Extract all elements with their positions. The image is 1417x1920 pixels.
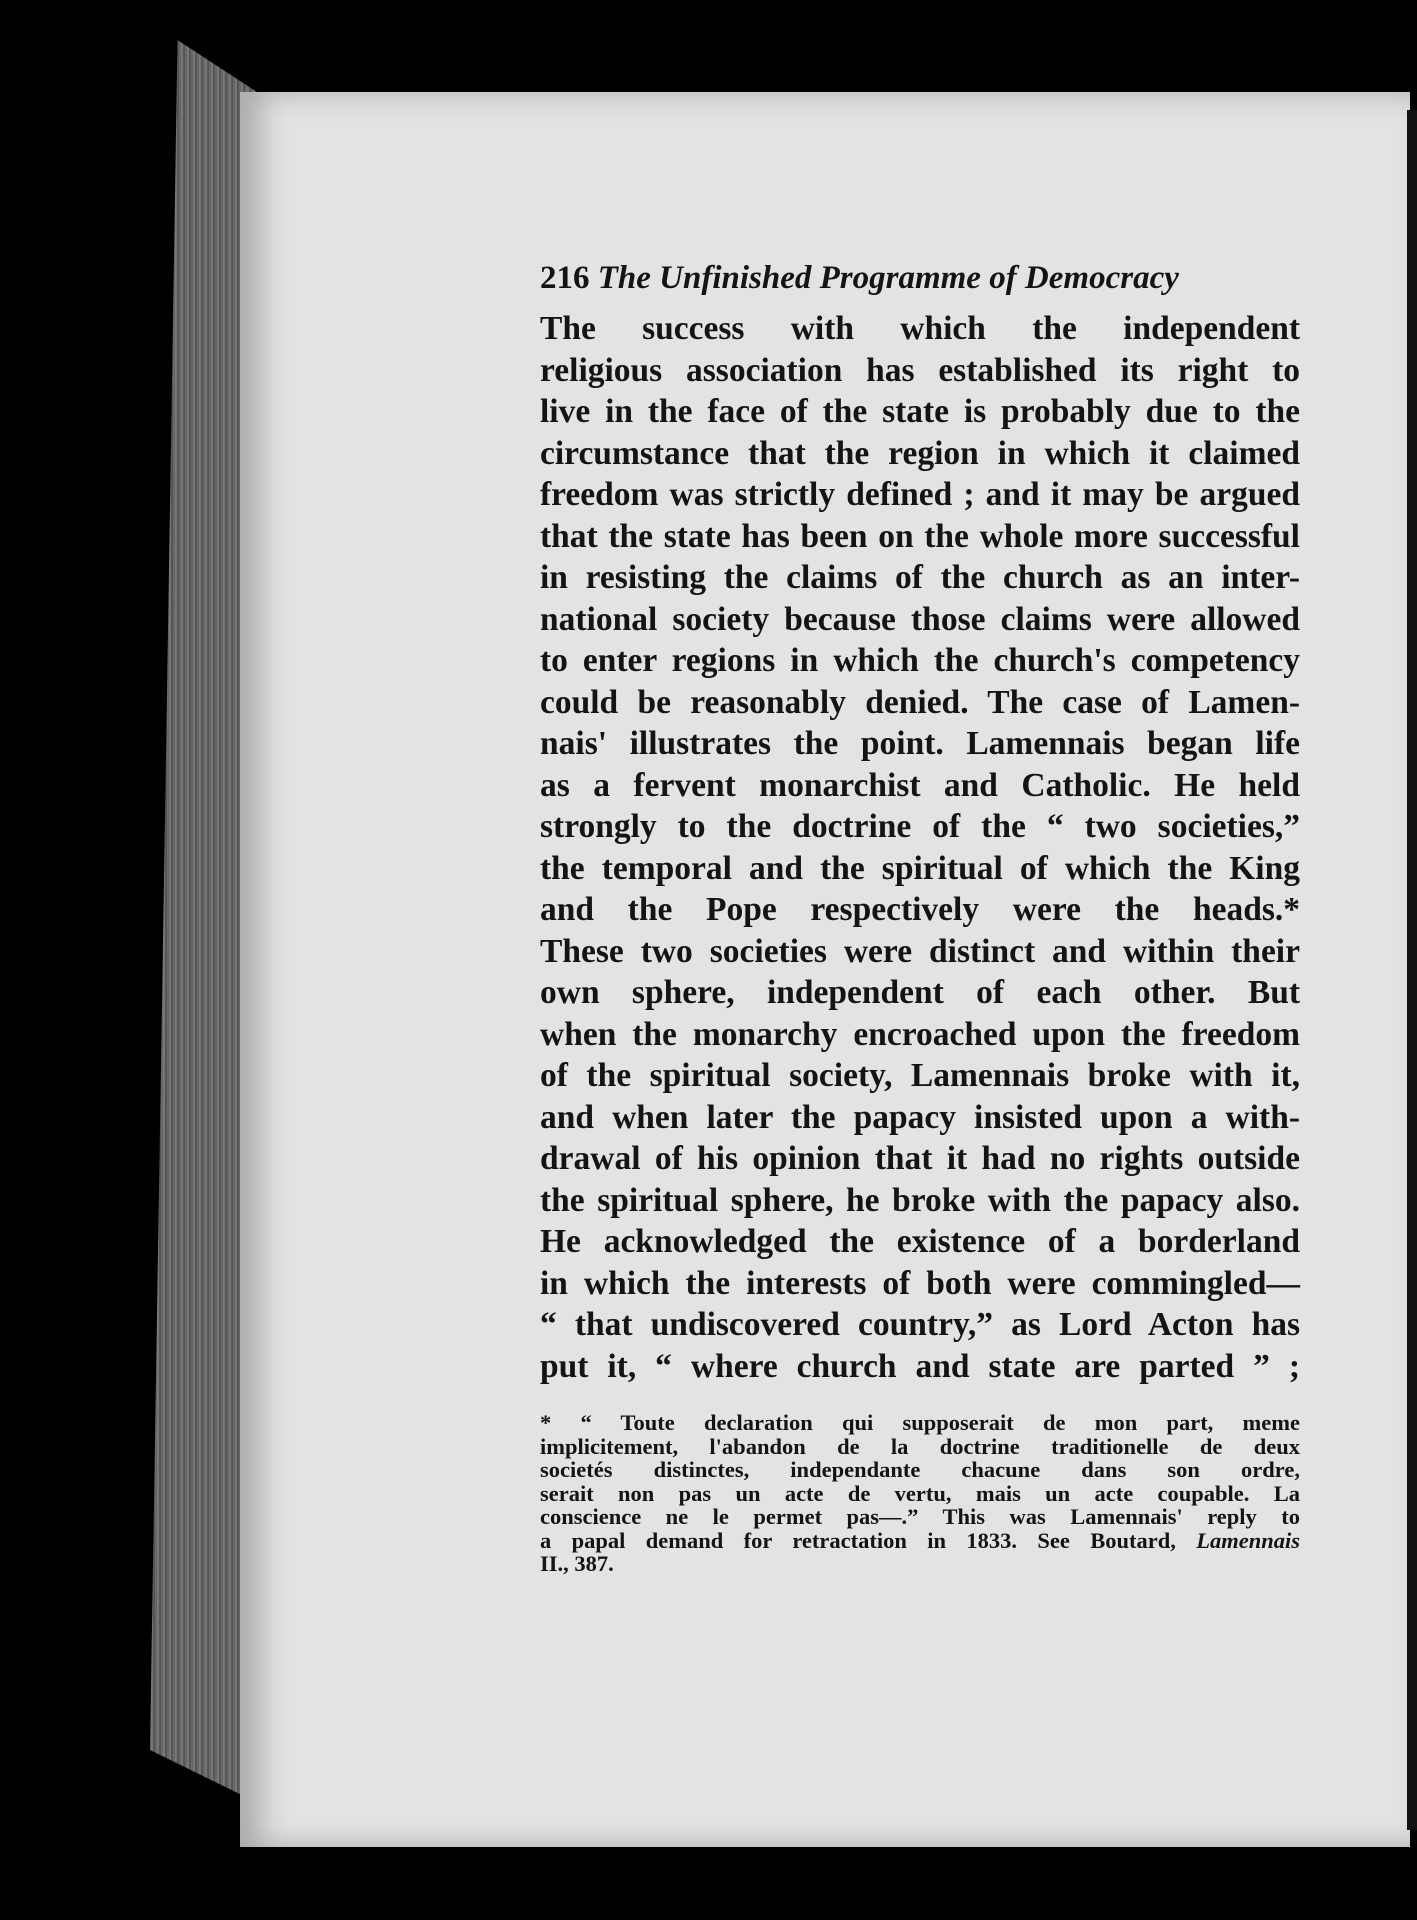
page-number: 216 [540, 260, 590, 296]
body-line: as a fervent monarchist and Catholic. He held [540, 766, 1300, 804]
body-line: These two societies were distinct and within their [540, 932, 1300, 970]
footnote-line: * “ Toute declaration qui supposerait de mon part, meme [540, 1410, 1300, 1435]
body-line: that the state has been on the whole more successful [540, 517, 1300, 555]
footnote-line-text: a papal demand for retractation in 1833. See Boutard, [540, 1527, 1176, 1553]
body-line: the spiritual sphere, he broke with the papacy also. [540, 1181, 1300, 1219]
footnote-reference-title: Lamennais [1196, 1527, 1301, 1553]
body-line: “ that undiscovered country,” as Lord Acton has [540, 1306, 1300, 1343]
footnote [540, 1411, 1300, 1576]
footnote-line: serait non pas un acte de vertu, mais un acte coupable. La [540, 1480, 1300, 1506]
body-line: when the monarchy encroached upon the freedom [540, 1015, 1300, 1053]
book-title: The Unfinished Programme of Democracy [597, 260, 1179, 296]
body-line: live in the face of the state is probably due to the [540, 393, 1300, 430]
body-line: circumstance that the region in which it claimed [540, 434, 1300, 472]
body-line: could be reasonably denied. The case of Lamen- [540, 683, 1300, 721]
body-line: religious association has established its right to [540, 351, 1300, 389]
body-line: The success with which the independent [540, 310, 1300, 347]
footnote-line: II., 387. [540, 1551, 614, 1576]
text-block [540, 258, 1300, 1576]
facing-page-edge [1407, 110, 1417, 1830]
body-line: the temporal and the spiritual of which the King [540, 849, 1300, 887]
body-line: put it, “ where church and state are parted ” ; [540, 1347, 1300, 1385]
body-line: freedom was strictly defined ; and it may be argued [540, 476, 1300, 513]
body-line: drawal of his opinion that it had no rights outside [540, 1140, 1300, 1177]
body-line: own sphere, independent of each other. But [540, 974, 1300, 1011]
footnote-line: conscience ne le permet pas—.” This was Lamennais' reply to [540, 1504, 1300, 1529]
body-line: to enter regions in which the church's competency [540, 642, 1300, 679]
body-line: national society because those claims were allowed [540, 600, 1300, 638]
footnote-line: societés distinctes, independante chacune dans son ordre, [540, 1457, 1300, 1482]
body-line: in resisting the claims of the church as an inter- [540, 559, 1300, 596]
running-head [540, 258, 1300, 298]
body-line: and the Pope respectively were the heads.* [540, 891, 1300, 928]
body-line: and when later the papacy insisted upon a with- [540, 1098, 1300, 1136]
body-paragraph [540, 308, 1300, 1387]
body-line: in which the interests of both were commingled— [540, 1264, 1300, 1302]
footnote-line-with-ref [540, 1529, 1300, 1553]
body-line: of the spiritual society, Lamennais broke with it, [540, 1057, 1300, 1094]
body-line: He acknowledged the existence of a borderland [540, 1223, 1300, 1260]
footnote-line: implicitement, l'abandon de la doctrine traditionelle de deux [540, 1433, 1300, 1459]
body-line: strongly to the doctrine of the “ two societies,” [540, 808, 1300, 845]
body-line: nais' illustrates the point. Lamennais began life [540, 725, 1300, 762]
